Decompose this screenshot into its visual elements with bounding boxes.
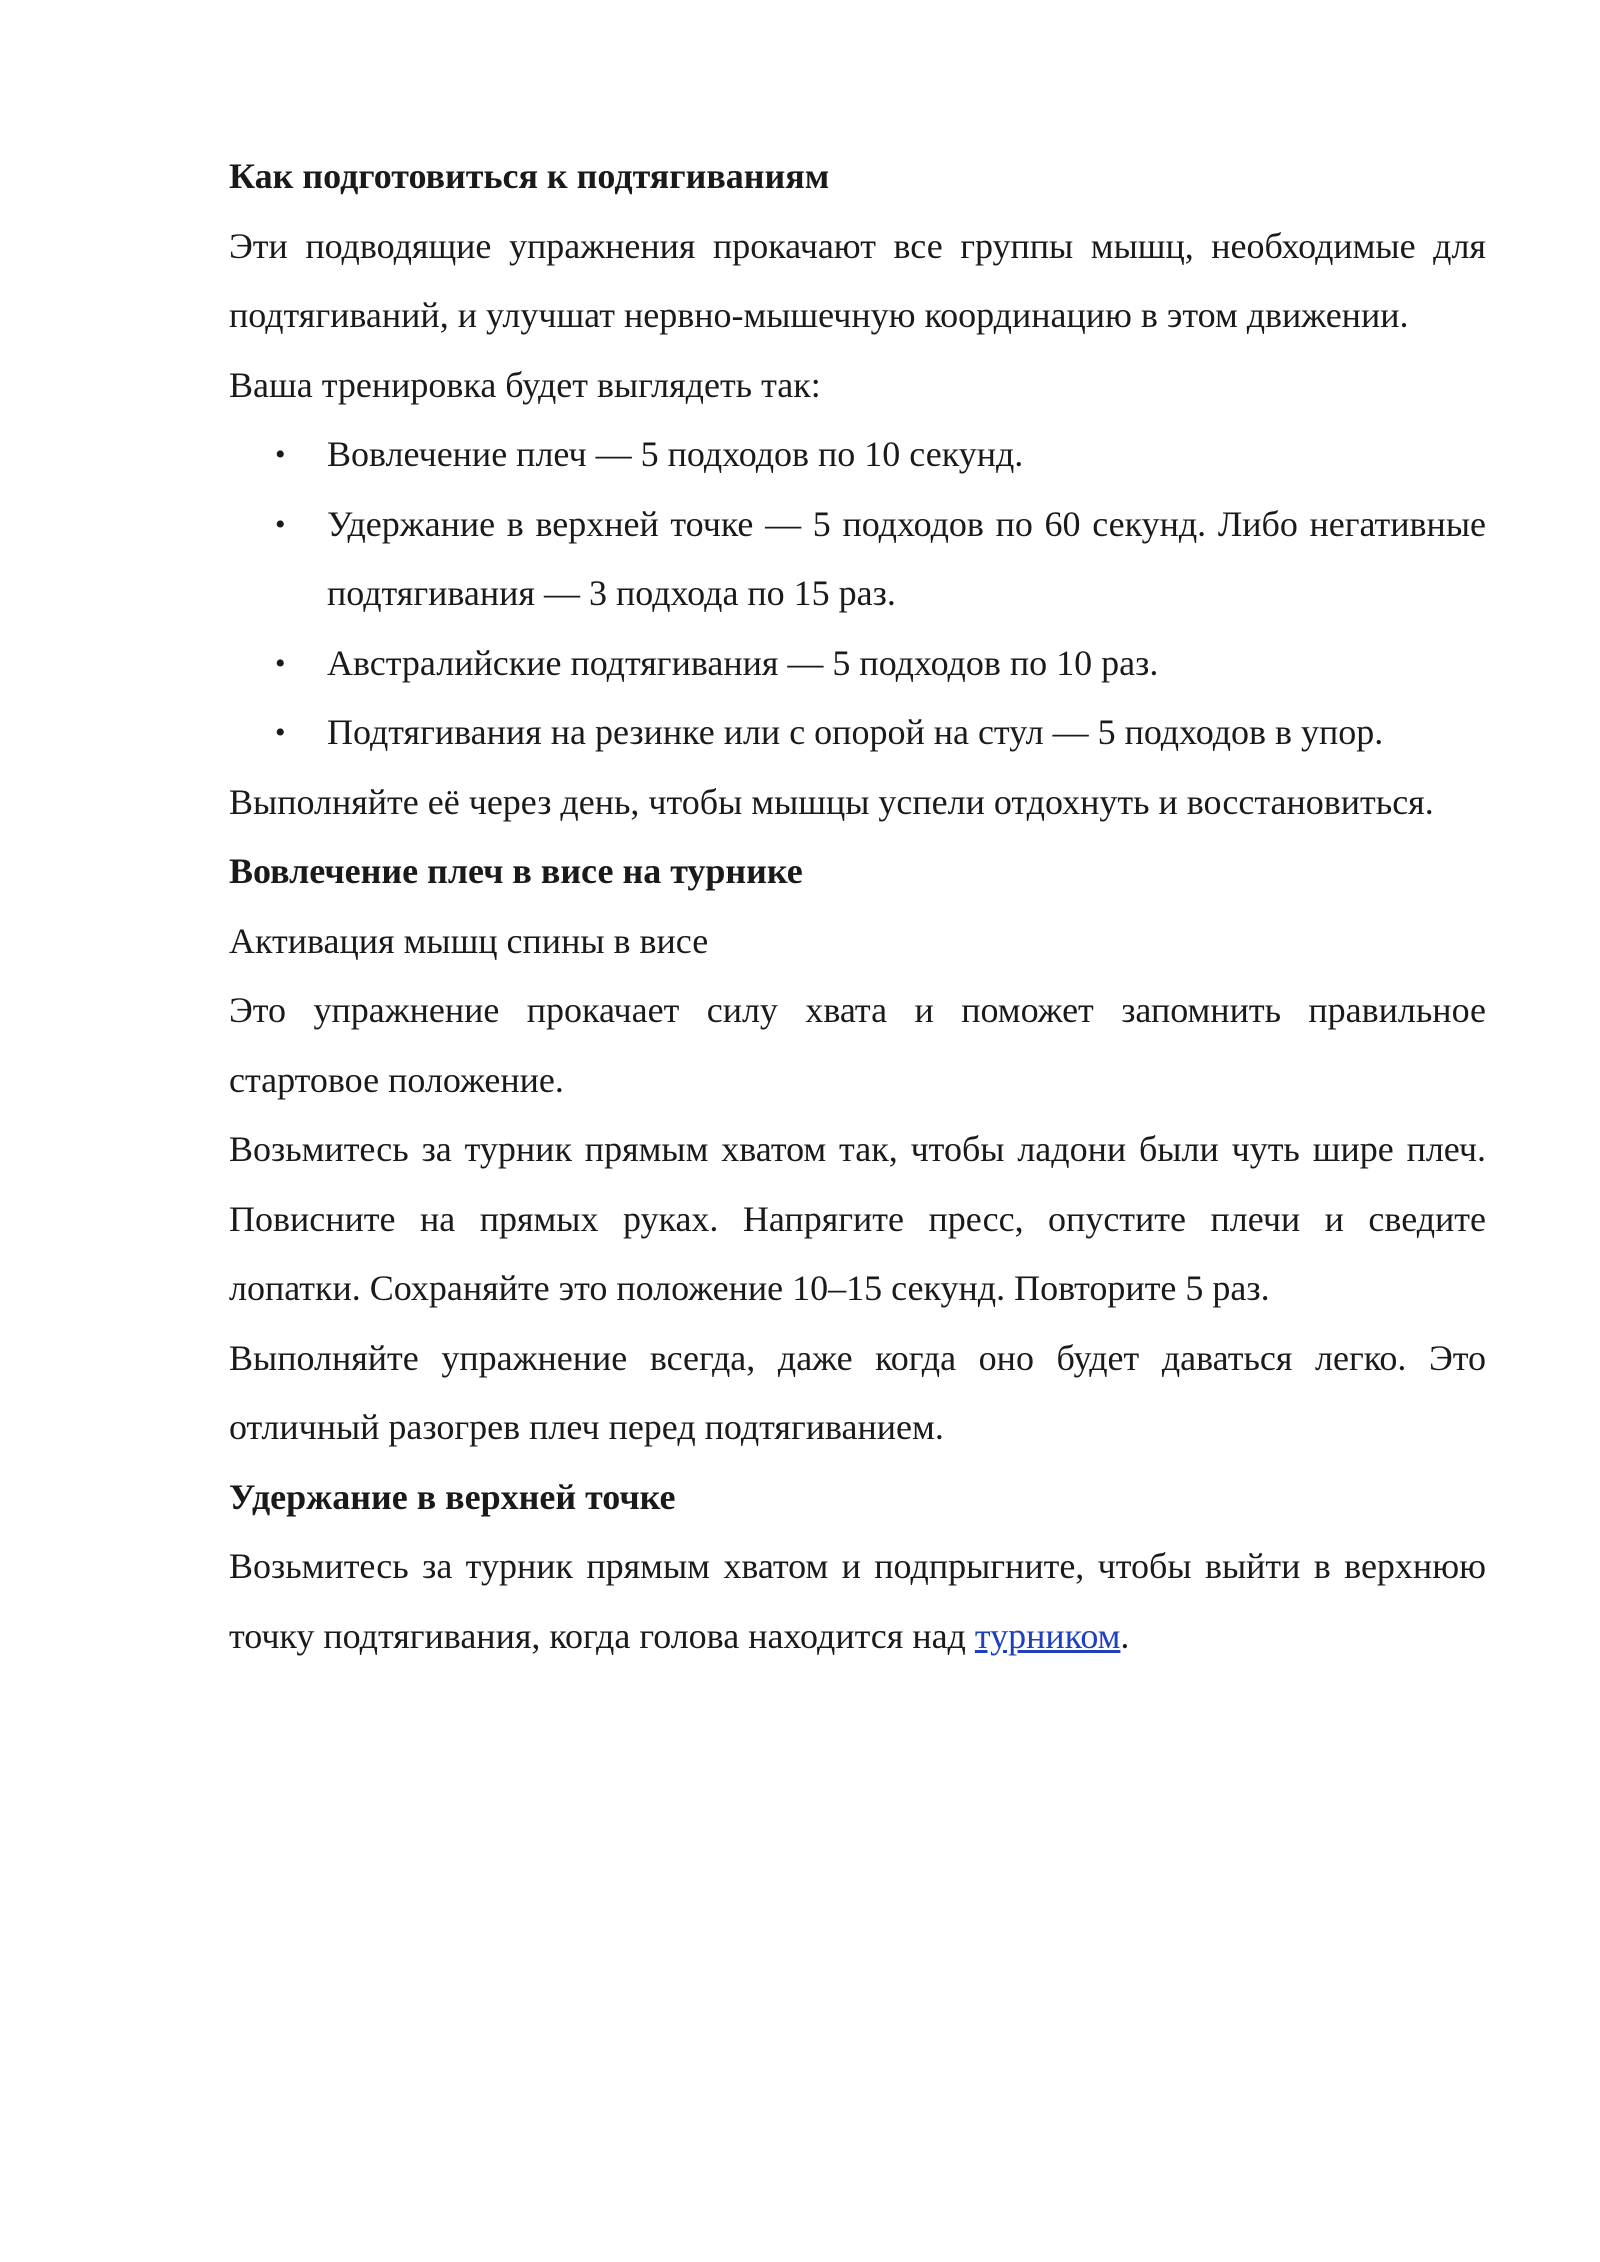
list-item xyxy=(275,420,1486,490)
instructions-paragraph: Возьмитесь за турник прямым хватом так, чтобы ладони были чуть шире плеч. Повисните на прямых руках. Напрягите пресс, опустите плечи и сведите лопатки. Сохраняйте это положение 10–15 секунд. Повторите 5 раз. xyxy=(229,1129,1486,1308)
list-item-text: Удержание в верхней точке — 5 подходов по 60 секунд. Либо негативные подтягивания — 3 подхода по 15 раз. xyxy=(327,503,1486,613)
workout-plan-list xyxy=(229,420,1486,768)
intro-paragraph: Эти подводящие упражнения прокачают все группы мышц, необходимые для подтягиваний, и улучшат нервно-мышечную координацию в этом движении. xyxy=(229,225,1486,335)
plan-lead-paragraph: Ваша тренировка будет выглядеть так: xyxy=(229,364,821,405)
bullet-icon: • xyxy=(275,716,286,749)
document-page xyxy=(229,142,1486,1671)
section-heading-top-hold: Удержание в верхней точке xyxy=(229,1476,676,1517)
top-hold-text: Возьмитесь за турник прямым хватом и подпрыгните, чтобы выйти в верхнюю точку подтягивания, когда голова находится над xyxy=(229,1546,1486,1656)
schedule-paragraph: Выполняйте её через день, чтобы мышцы успели отдохнуть и восстановиться. xyxy=(229,781,1434,822)
grip-paragraph: Это упражнение прокачает силу хвата и поможет запомнить правильное стартовое положение. xyxy=(229,990,1486,1100)
top-hold-paragraph xyxy=(229,1532,1486,1671)
bullet-icon: • xyxy=(275,438,286,471)
section-heading-prepare: Как подготовиться к подтягиваниям xyxy=(229,156,830,196)
list-item xyxy=(275,490,1486,629)
bullet-icon: • xyxy=(275,507,286,541)
section-heading-shoulder-engagement: Вовлечение плеч в висе на турнике xyxy=(229,851,803,891)
list-item-text: Вовлечение плеч — 5 подходов по 10 секунд. xyxy=(327,434,1024,474)
list-item xyxy=(275,629,1486,699)
pullup-bar-link[interactable]: турником xyxy=(974,1615,1121,1656)
warmup-paragraph: Выполняйте упражнение всегда, даже когда оно будет даваться легко. Это отличный разогрев плеч перед подтягиванием. xyxy=(229,1337,1486,1447)
list-item-text: Подтягивания на резинке или с опорой на стул — 5 подходов в упор. xyxy=(327,712,1384,752)
section-subtitle: Активация мышц спины в висе xyxy=(229,920,709,961)
top-hold-text-end: . xyxy=(1120,1615,1130,1656)
list-item xyxy=(275,698,1486,768)
bullet-icon: • xyxy=(275,646,286,680)
list-item-text: Австралийские подтягивания — 5 подходов по 10 раз. xyxy=(327,642,1159,683)
